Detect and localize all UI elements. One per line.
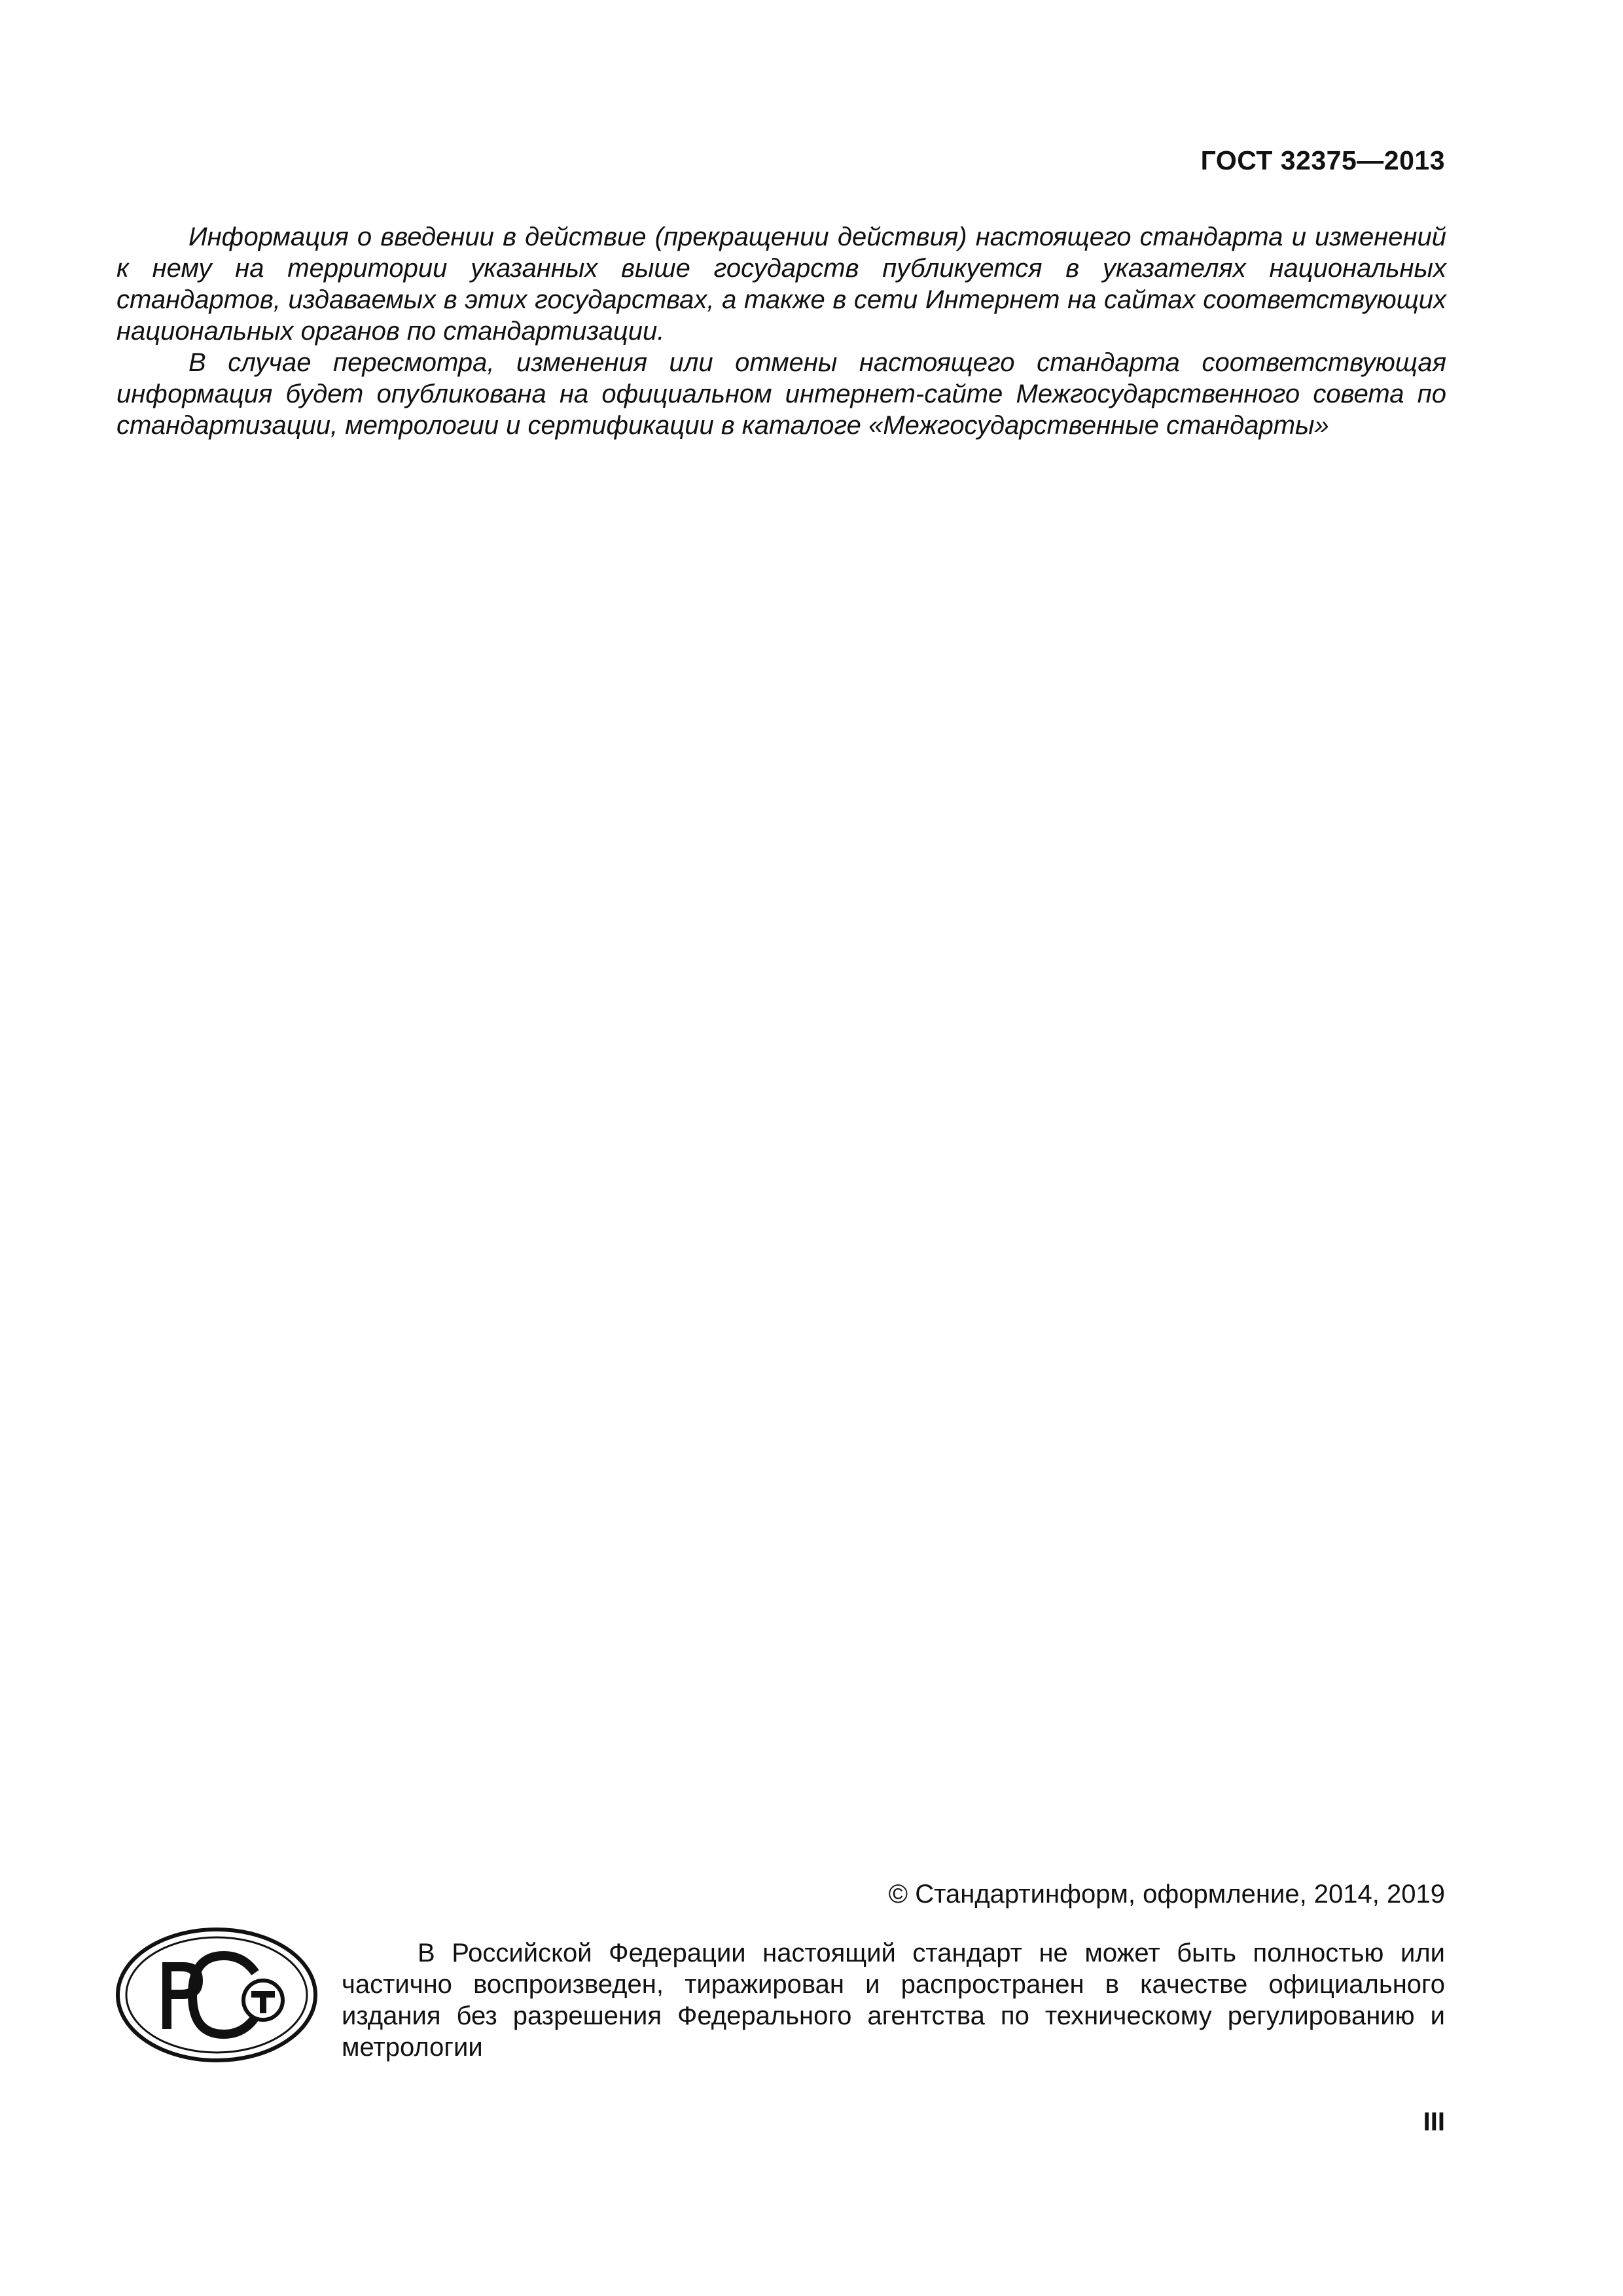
standard-code: ГОСТ 32375—2013: [1200, 145, 1445, 175]
page-number: III: [1423, 2108, 1445, 2136]
copyright-line: © Стандартинформ, оформление, 2014, 2019: [888, 1880, 1445, 1909]
rst-certification-logo-icon: [115, 1927, 318, 2063]
legal-notice-text: В Российской Федерации настоящий стандарт не может быть полностью или частично воспроизведен, тиражирован и распространен в качестве официального издания без разрешения Федерального агентства по техническому регулированию и метрологии: [342, 1939, 1445, 2062]
legal-notice: [342, 1937, 1445, 2063]
intro-text: [116, 221, 1446, 441]
intro-paragraph-2: В случае пересмотра, изменения или отмены настоящего стандарта соответствующая информация будет опубликована на официальном интернет-сайте Межгосударственного совета по стандартизации, метрологии и сертификации в каталоге «Межгосударственные стандарты»: [116, 348, 1446, 440]
intro-paragraph-1: Информация о введении в действие (прекращении действия) настоящего стандарта и изменений к нему на территории указанных выше государств публикуется в указателях национальных стандартов, издаваемых в этих государствах, а также в сети Интернет на сайтах соответствующих национальных органов по стандартизации.: [116, 223, 1446, 346]
